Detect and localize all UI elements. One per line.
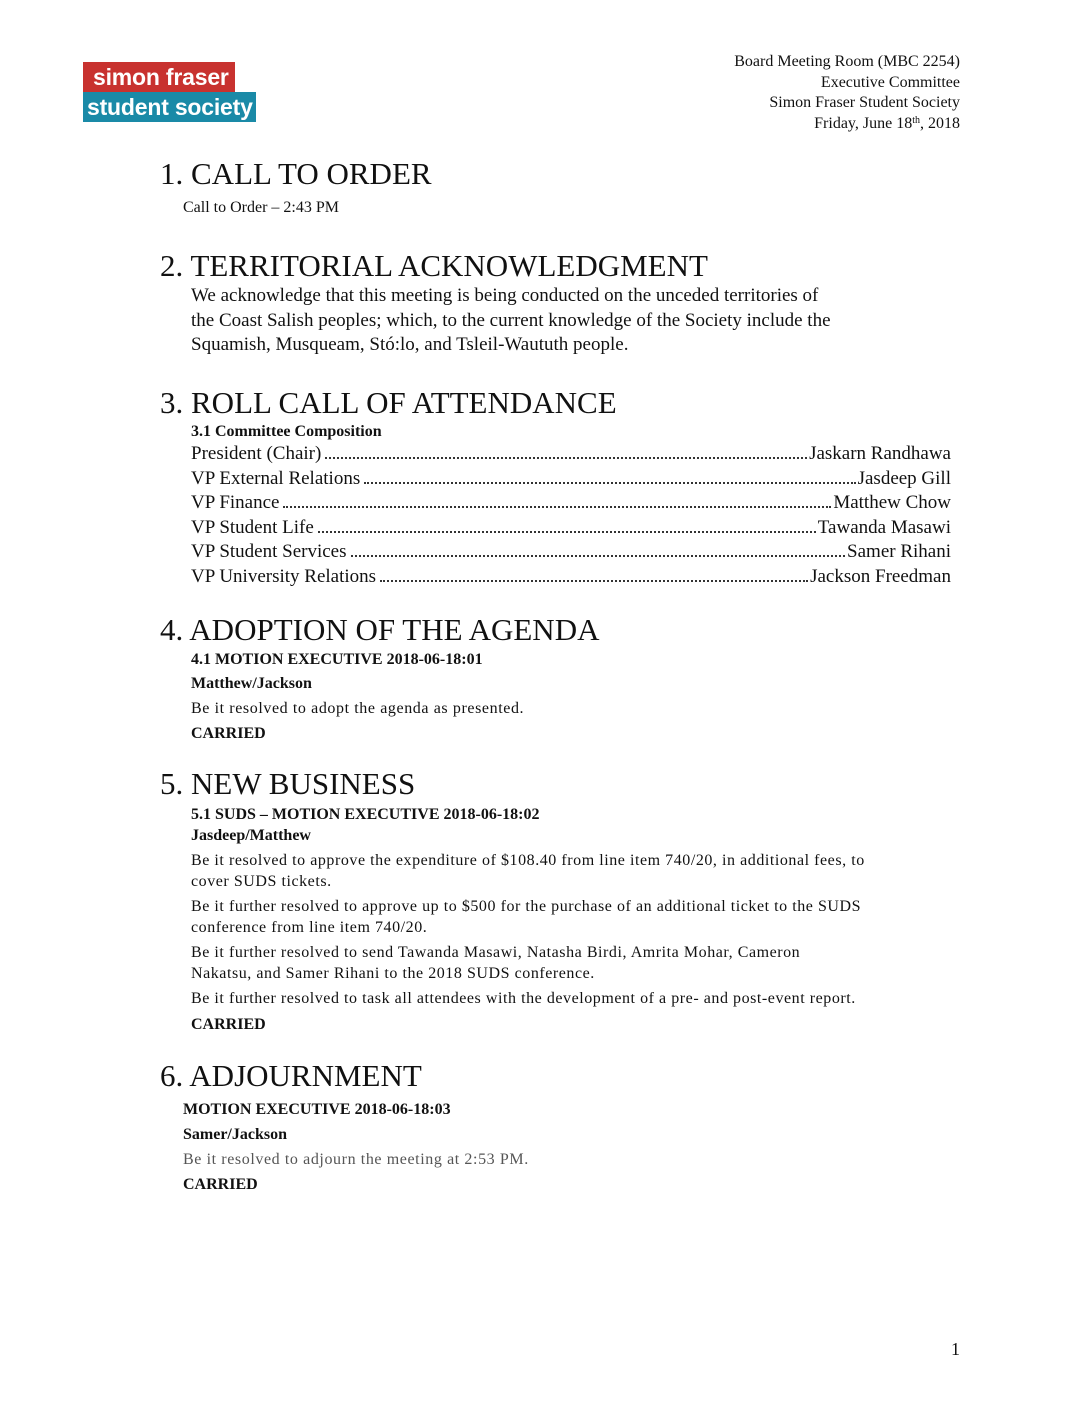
motion-5-1-clause-2: Be it further resolved to approve up to $500 for the purchase of an additional ticket to the SUDS conference from line item 740/20. (191, 898, 862, 936)
ack-line: the Coast Salish peoples; which, to the current knowledge of the Society include the (191, 309, 831, 331)
motion-5-1-movers: Jasdeep/Matthew (191, 827, 311, 844)
logo-line-2: student society (83, 92, 256, 122)
header-room: Board Meeting Room (MBC 2254) (734, 53, 960, 70)
motion-5-1-title: 5.1 SUDS – MOTION EXECUTIVE 2018-06-18:02 (191, 806, 540, 823)
document-header (734, 52, 960, 134)
committee-composition-heading: 3.1 Committee Composition (191, 423, 382, 440)
roll-row: VP Student Services Samer Rihani (191, 541, 951, 563)
roll-row: VP Finance Matthew Chow (191, 492, 951, 514)
motion-6-result: CARRIED (183, 1176, 258, 1193)
sfss-logo (83, 62, 256, 122)
roll-row: VP Student Life Tawanda Masawi (191, 516, 951, 538)
page-number: 1 (951, 1339, 960, 1359)
section-2-heading: 2. TERRITORIAL ACKNOWLEDGMENT (160, 248, 708, 283)
motion-6-title: MOTION EXECUTIVE 2018-06-18:03 (183, 1101, 451, 1118)
roll-row: VP External Relations Jasdeep Gill (191, 467, 951, 489)
motion-5-1-clause-3: Be it further resolved to send Tawanda Masawi, Natasha Birdi, Amrita Mohar, Cameron Nakatsu, and Samer Rihani to the 2018 SUDS conference. (191, 944, 801, 982)
call-to-order-text: Call to Order – 2:43 PM (183, 199, 339, 216)
section-5-heading: 5. NEW BUSINESS (160, 766, 416, 801)
section-4-heading: 4. ADOPTION OF THE AGENDA (160, 612, 600, 647)
territorial-acknowledgment (191, 284, 951, 358)
motion-4-1-result: CARRIED (191, 725, 266, 742)
header-committee: Executive Committee (820, 73, 960, 91)
roll-row: President (Chair) Jaskarn Randhawa (191, 443, 951, 464)
motion-6-text: Be it resolved to adjourn the meeting at 2:53 PM. (183, 1151, 529, 1168)
header-date: Friday, June 18th, 2018 (814, 114, 960, 132)
motion-5-1-result: CARRIED (191, 1016, 266, 1033)
motion-4-1-title: 4.1 MOTION EXECUTIVE 2018-06-18:01 (191, 651, 483, 668)
motion-4-1-movers: Matthew/Jackson (191, 675, 312, 692)
motion-5-1-clause-1: Be it resolved to approve the expenditure of $108.40 from line item 740/20, in additional fees, to cover SUDS tickets. (191, 852, 865, 890)
roll-call-list (191, 443, 951, 591)
section-3-heading: 3. ROLL CALL OF ATTENDANCE (160, 385, 617, 420)
motion-6-movers: Samer/Jackson (183, 1126, 287, 1143)
section-6-heading: 6. ADJOURNMENT (160, 1058, 422, 1093)
ack-line: Squamish, Musqueam, Stó:lo, and Tsleil-Waututh people. (191, 334, 629, 355)
section-1-heading: 1. CALL TO ORDER (160, 156, 432, 191)
motion-5-1-clause-4: Be it further resolved to task all attendees with the development of a pre- and post-event report. (191, 990, 856, 1007)
roll-row: VP University Relations Jackson Freedman (191, 565, 951, 587)
header-org: Simon Fraser Student Society (769, 94, 960, 111)
ack-line: We acknowledge that this meeting is being conducted on the unceded territories of (191, 285, 819, 306)
motion-4-1-text: Be it resolved to adopt the agenda as presented. (191, 700, 525, 717)
logo-line-1: simon fraser (83, 62, 235, 92)
